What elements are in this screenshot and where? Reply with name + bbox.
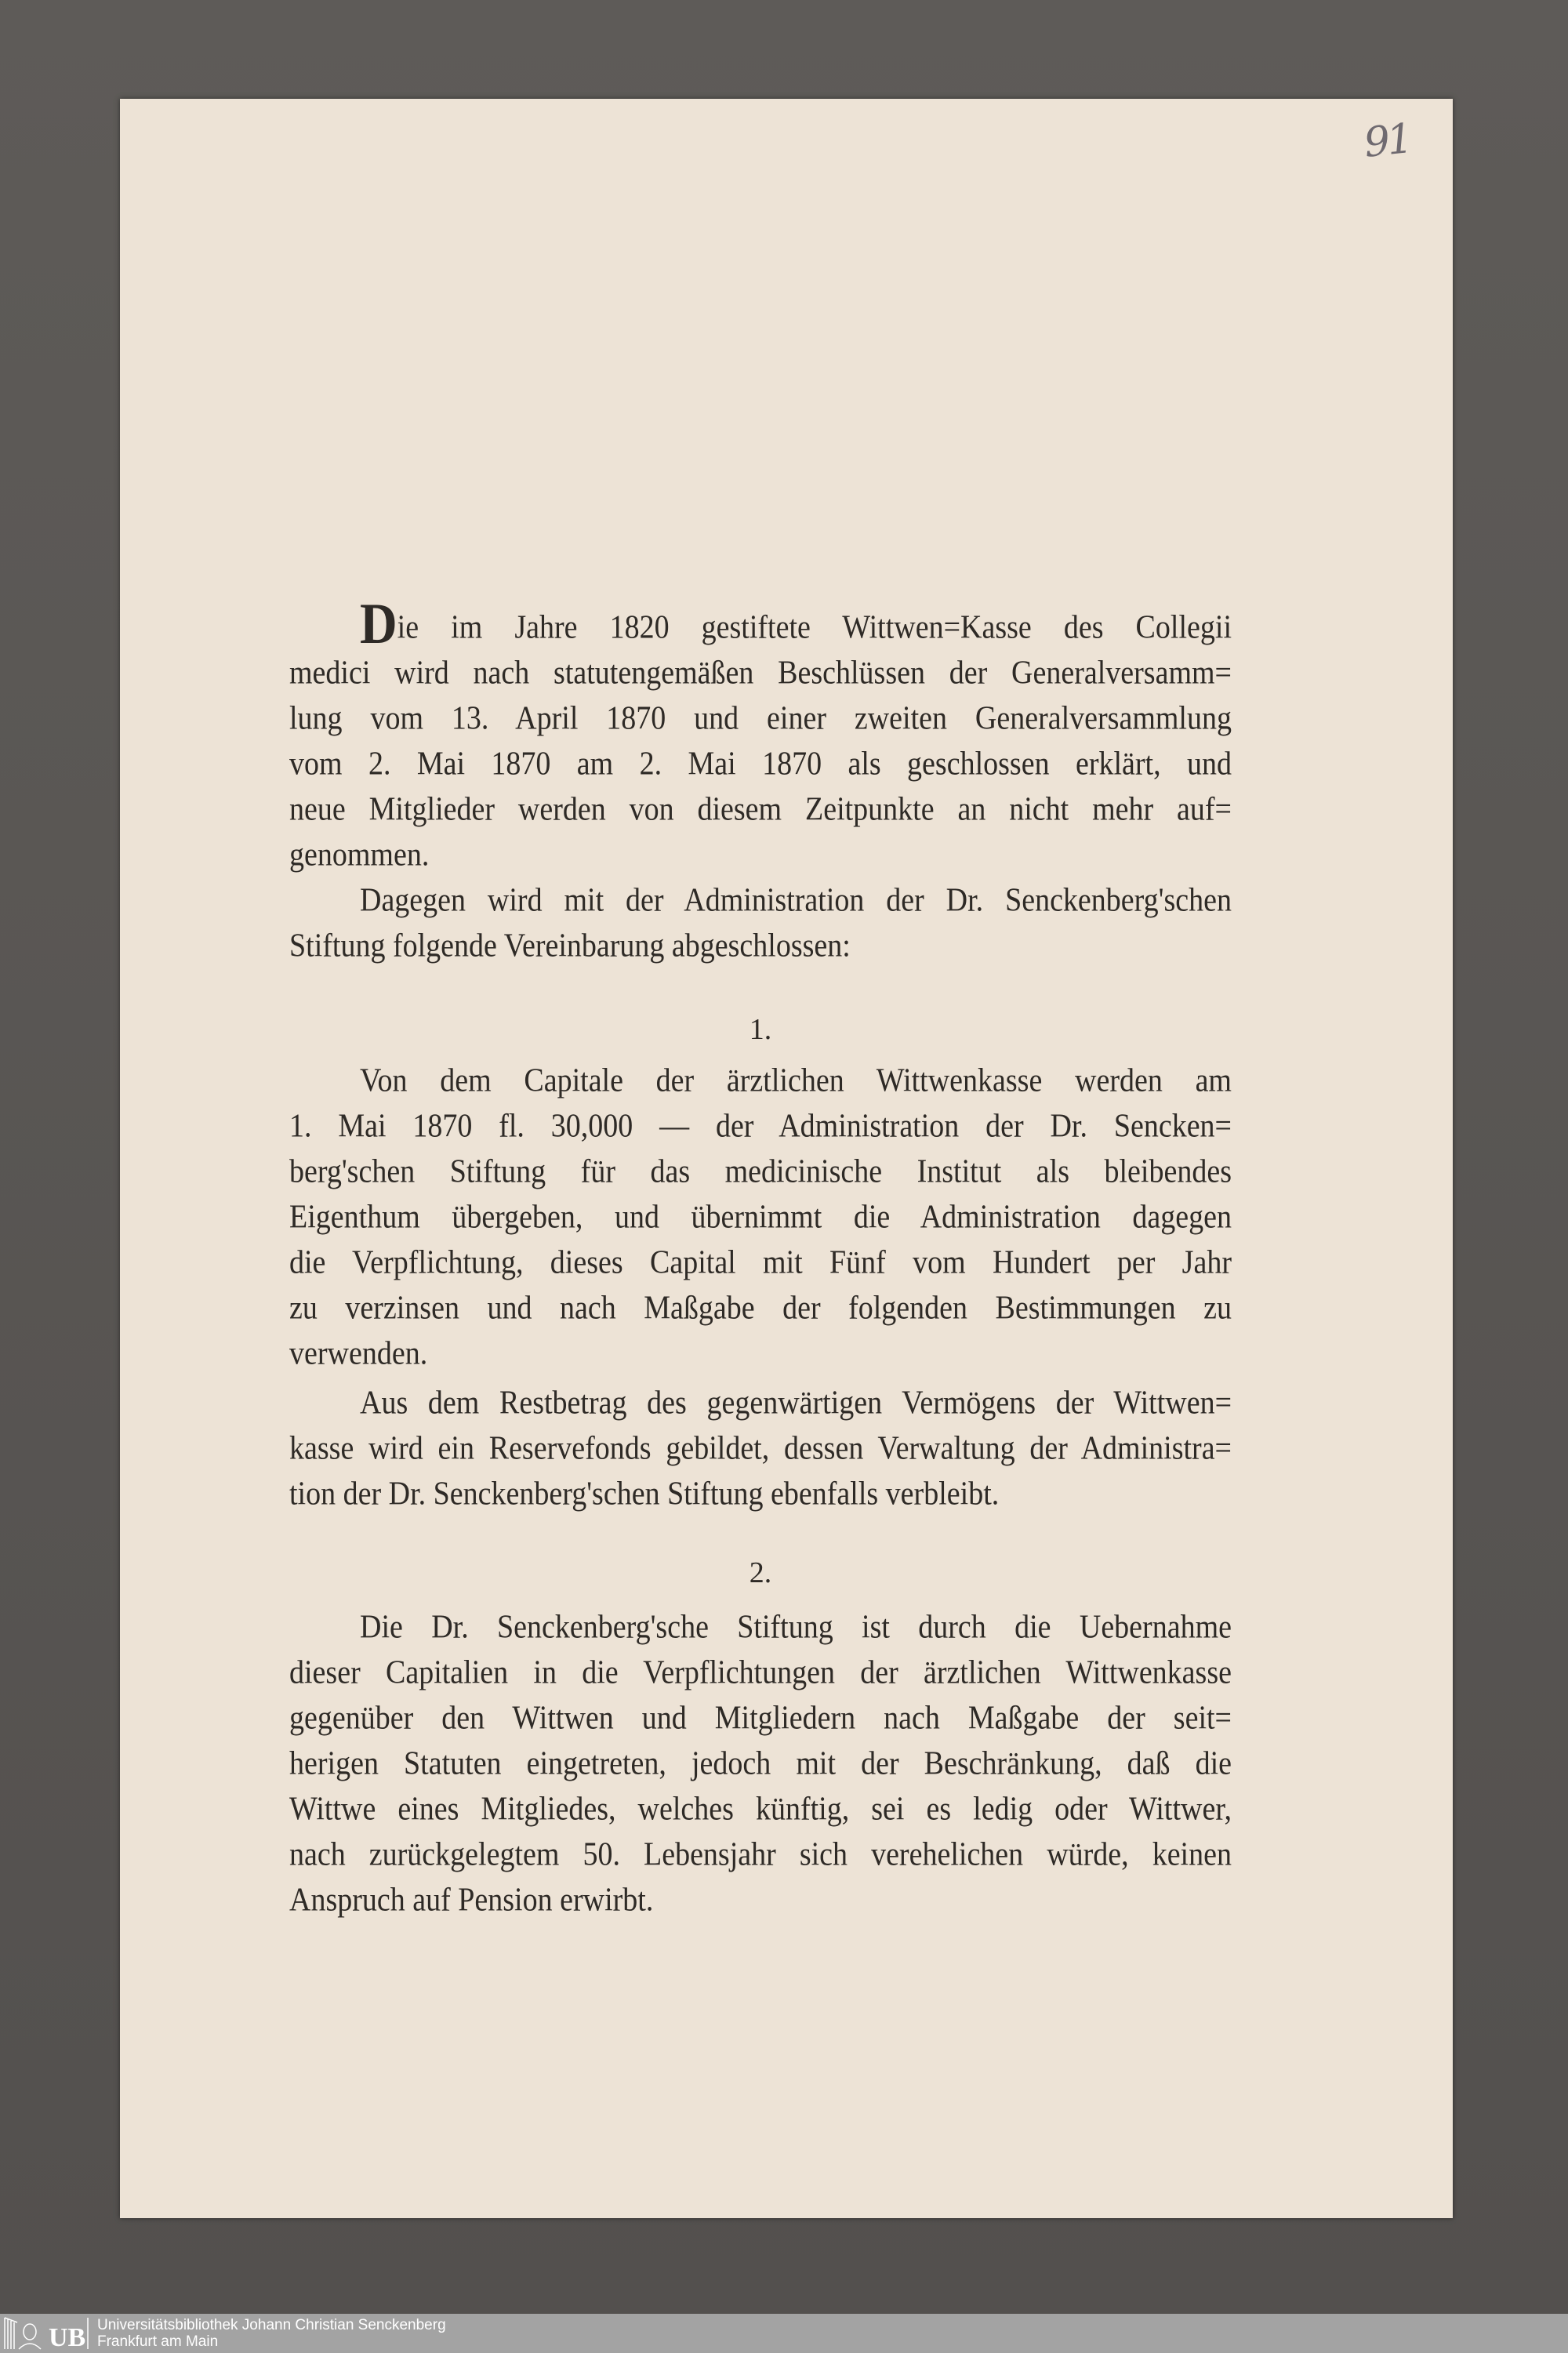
text-line: vom 2. Mai 1870 am 2. Mai 1870 als geschlossen erklärt, und [289,745,1232,783]
text-line: herigen Statuten eingetreten, jedoch mit der Beschränkung, daß die [289,1745,1232,1782]
library-credit [97,2317,446,2350]
text-line-content: ie im Jahre 1820 gestiftete Wittwen=Kasse des Collegii [397,608,1232,646]
text-line: nach zurückgelegtem 50. Lebensjahr sich verehelichen würde, keinen [289,1836,1232,1873]
text-line: Aus dem Restbetrag des gegenwärtigen Vermögens der Wittwen= [360,1384,1232,1422]
svg-text:UB: UB [49,2323,86,2351]
library-name: Universitätsbibliothek Johann Christian Senckenberg [97,2317,446,2333]
paragraph [289,1604,1232,1923]
text-line: Dagegen wird mit der Administration der Dr. Senckenberg'schen [360,881,1232,919]
text-line: genommen. [289,836,430,873]
drop-cap: D [360,592,397,656]
text-line: gegenüber den Wittwen und Mitgliedern nach Maßgabe der seit= [289,1699,1232,1737]
paragraph [289,592,1232,877]
text-line: Von dem Capitale der ärztlichen Wittwenkasse werden am [360,1062,1232,1099]
text-line: tion der Dr. Senckenberg'schen Stiftung ebenfalls verbleibt. [289,1475,1000,1512]
text-line: Die Dr. Senckenberg'sche Stiftung ist durch die Uebernahme [360,1608,1232,1646]
paragraph [289,1380,1232,1516]
text-line: verwenden. [289,1334,428,1372]
text-line: lung vom 13. April 1870 und einer zweiten Generalversammlung [289,699,1232,737]
paragraph [289,877,1232,968]
text-line: medici wird nach statutengemäßen Beschlüssen der Generalversamm= [289,654,1232,692]
text-line: Wittwe eines Mitgliedes, welches künftig, sei es ledig oder Wittwer, [289,1790,1232,1828]
text-line: Anspruch auf Pension erwirbt. [289,1881,654,1919]
text-line: die Verpflichtung, dieses Capital mit Fünf vom Hundert per Jahr [289,1244,1232,1281]
text-line [289,592,1232,656]
document-text [289,592,1232,1923]
text-line: Stiftung folgende Vereinbarung abgeschlossen: [289,927,851,964]
ub-logo-icon [3,2316,91,2351]
text-line: zu verzinsen und nach Maßgabe der folgenden Bestimmungen zu [289,1289,1232,1327]
library-city: Frankfurt am Main [97,2333,219,2350]
text-line: dieser Capitalien in die Verpflichtungen der ärztlichen Wittwenkasse [289,1654,1232,1691]
text-line: kasse wird ein Reservefonds gebildet, dessen Verwaltung der Administra= [289,1429,1232,1467]
section-number: 2. [749,1556,772,1589]
library-footer [0,2314,1568,2353]
section-number: 1. [749,1013,772,1046]
text-line: Eigenthum übergeben, und übernimmt die Administration dagegen [289,1198,1232,1236]
paragraph [289,1058,1232,1376]
text-line: 1. Mai 1870 fl. 30,000 — der Administration der Dr. Sencken= [289,1107,1232,1145]
text-line: neue Mitglieder werden von diesem Zeitpunkte an nicht mehr auf= [289,790,1232,828]
text-line: berg'schen Stiftung für das medicinische Institut als bleibendes [289,1153,1232,1190]
handwritten-folio-number: 91 [1362,115,1413,167]
